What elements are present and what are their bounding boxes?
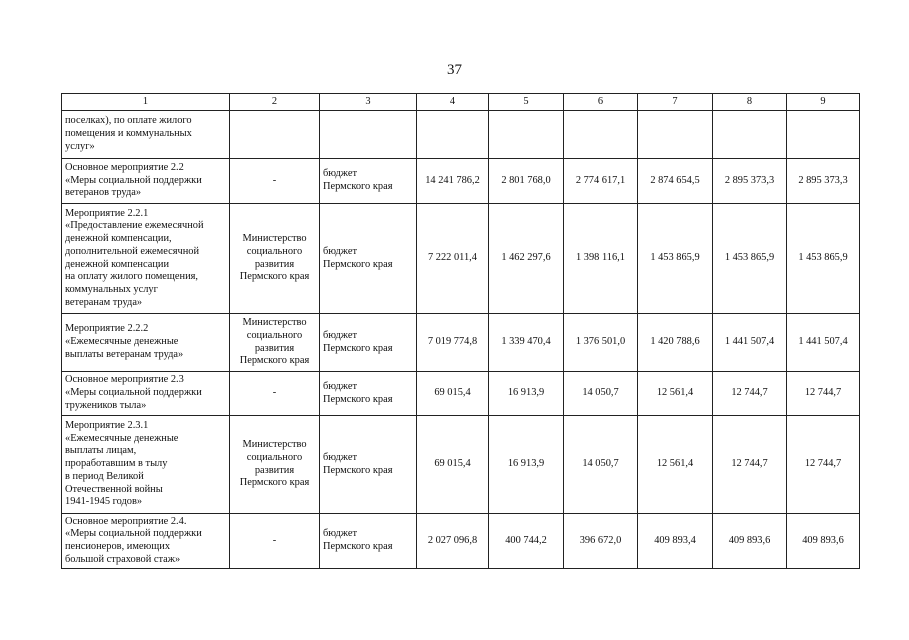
table-row — [62, 204, 860, 314]
executor-cell-line: Министерство — [242, 317, 307, 329]
measure-name-cell-line: тружеников тыла» — [65, 399, 147, 411]
value-cell: 16 913,9 — [489, 372, 564, 416]
column-number: 9 — [787, 94, 860, 111]
table-row — [62, 514, 860, 569]
value-cell: 12 744,7 — [787, 372, 860, 416]
value-cell: 12 744,7 — [713, 372, 787, 416]
executor-cell-line: социального — [246, 329, 303, 341]
funding-source-cell — [320, 372, 417, 416]
measure-name-cell-line: «Ежемесячные денежные — [65, 432, 179, 444]
table-row — [62, 159, 860, 204]
funding-source-cell — [320, 111, 417, 159]
value-cell — [638, 111, 713, 159]
measure-name-cell-line: «Меры социальной поддержки — [65, 387, 202, 399]
measure-name-cell-line: помещения и коммунальных — [65, 128, 192, 140]
measure-name-cell — [62, 514, 230, 569]
executor-cell-line: - — [272, 534, 277, 546]
value-cell: 14 050,7 — [564, 372, 638, 416]
funding-source-cell-line: бюджет — [323, 168, 358, 180]
measure-name-cell-line: Основное мероприятие 2.4. — [65, 515, 187, 527]
measure-name-cell-line: поселках), по оплате жилого — [65, 115, 192, 127]
value-cell: 396 672,0 — [564, 514, 638, 569]
funding-source-cell-line: Пермского края — [323, 342, 393, 354]
measure-name-cell-line: услуг» — [65, 140, 95, 152]
funding-source-cell — [320, 204, 417, 314]
funding-source-cell — [320, 416, 417, 514]
funding-source-cell-line: бюджет — [323, 245, 358, 257]
measure-name-cell — [62, 111, 230, 159]
value-cell: 1 420 788,6 — [638, 314, 713, 372]
value-cell: 2 027 096,8 — [417, 514, 489, 569]
measure-name-cell — [62, 314, 230, 372]
value-cell: 2 874 654,5 — [638, 159, 713, 204]
executor-cell — [230, 372, 320, 416]
value-cell: 409 893,4 — [638, 514, 713, 569]
measure-name-cell-line: коммунальных услуг — [65, 283, 158, 295]
funding-source-cell-line: Пермского края — [323, 393, 393, 405]
measure-name-cell-line: денежной компенсации, — [65, 233, 172, 245]
column-number: 2 — [230, 94, 320, 111]
measure-name-cell-line: «Ежемесячные денежные — [65, 336, 179, 348]
measure-name-cell — [62, 372, 230, 416]
measure-name-cell-line: в период Великой — [65, 470, 144, 482]
column-number: 7 — [638, 94, 713, 111]
funding-source-cell-line: Пермского края — [323, 181, 393, 192]
table-row — [62, 314, 860, 372]
executor-cell — [230, 416, 320, 514]
measure-name-cell-line: «Меры социальной поддержки — [65, 528, 202, 540]
executor-cell-line: развития — [254, 464, 295, 476]
value-cell: 14 241 786,2 — [417, 159, 489, 204]
table-row — [62, 416, 860, 514]
value-cell: 2 774 617,1 — [564, 159, 638, 204]
value-cell: 1 376 501,0 — [564, 314, 638, 372]
funding-source-cell — [320, 514, 417, 569]
value-cell: 1 339 470,4 — [489, 314, 564, 372]
column-number: 3 — [320, 94, 417, 111]
funding-source-cell-line: бюджет — [323, 329, 358, 341]
executor-cell — [230, 159, 320, 204]
measure-name-cell-line: большой страховой стаж» — [65, 553, 181, 565]
value-cell: 69 015,4 — [417, 372, 489, 416]
executor-cell-line: - — [272, 387, 277, 399]
funding-source-cell-line: бюджет — [323, 451, 358, 463]
value-cell: 400 744,2 — [489, 514, 564, 569]
value-cell: 2 801 768,0 — [489, 159, 564, 204]
value-cell — [713, 111, 787, 159]
executor-cell — [230, 314, 320, 372]
measure-name-cell-line: выплаты лицам, — [65, 445, 137, 457]
funding-source-cell-line: Пермского края — [323, 464, 393, 476]
value-cell — [787, 111, 860, 159]
executor-cell — [230, 111, 320, 159]
program-table — [61, 93, 860, 569]
value-cell: 2 895 373,3 — [787, 159, 860, 204]
measure-name-cell-line: пенсионеров, имеющих — [65, 541, 171, 552]
value-cell: 1 398 116,1 — [564, 204, 638, 314]
value-cell: 7 019 774,8 — [417, 314, 489, 372]
funding-source-cell — [320, 314, 417, 372]
value-cell: 12 561,4 — [638, 416, 713, 514]
value-cell: 1 462 297,6 — [489, 204, 564, 314]
table-body — [62, 94, 860, 569]
measure-name-cell — [62, 159, 230, 204]
value-cell: 1 441 507,4 — [713, 314, 787, 372]
value-cell: 1 453 865,9 — [787, 204, 860, 314]
value-cell: 409 893,6 — [787, 514, 860, 569]
funding-source-cell-line: бюджет — [323, 528, 358, 540]
executor-cell — [230, 514, 320, 569]
table-row — [62, 372, 860, 416]
executor-cell-line: Пермского края — [239, 477, 310, 489]
page-number: 37 — [447, 62, 462, 78]
executor-cell-line: развития — [254, 342, 295, 354]
executor-cell-line: Министерство — [242, 439, 307, 451]
column-number: 8 — [713, 94, 787, 111]
measure-name-cell-line: Основное мероприятие 2.2 — [65, 161, 184, 173]
executor-cell-line: развития — [254, 258, 295, 270]
value-cell: 7 222 011,4 — [417, 204, 489, 314]
measure-name-cell — [62, 416, 230, 514]
measure-name-cell-line: Мероприятие 2.3.1 — [65, 420, 149, 432]
column-number: 4 — [417, 94, 489, 111]
value-cell: 12 744,7 — [787, 416, 860, 514]
value-cell — [564, 111, 638, 159]
funding-source-cell-line: бюджет — [323, 380, 358, 392]
value-cell: 1 453 865,9 — [638, 204, 713, 314]
value-cell: 16 913,9 — [489, 416, 564, 514]
measure-name-cell-line: ветеранам труда» — [65, 296, 143, 308]
value-cell: 12 561,4 — [638, 372, 713, 416]
measure-name-cell-line: ветеранов труда» — [65, 187, 142, 199]
funding-source-cell-line: Пермского края — [323, 258, 393, 270]
measure-name-cell-line: Мероприятие 2.2.1 — [65, 207, 149, 219]
measure-name-cell-line: 1941-1945 годов» — [65, 496, 143, 508]
executor-cell-line: социального — [246, 451, 303, 463]
column-number: 6 — [564, 94, 638, 111]
measure-name-cell-line: «Предоставление ежемесячной — [65, 220, 204, 232]
value-cell: 14 050,7 — [564, 416, 638, 514]
measure-name-cell — [62, 204, 230, 314]
value-cell: 69 015,4 — [417, 416, 489, 514]
value-cell: 12 744,7 — [713, 416, 787, 514]
measure-name-cell-line: Основное мероприятие 2.3 — [65, 374, 184, 386]
column-number-row — [62, 94, 860, 111]
value-cell — [417, 111, 489, 159]
measure-name-cell-line: Мероприятие 2.2.2 — [65, 323, 149, 335]
measure-name-cell-line: Отечественной войны — [65, 483, 163, 495]
measure-name-cell-line: выплаты ветеранам труда» — [65, 348, 184, 360]
value-cell: 409 893,6 — [713, 514, 787, 569]
value-cell: 1 441 507,4 — [787, 314, 860, 372]
value-cell: 2 895 373,3 — [713, 159, 787, 204]
executor-cell-line: - — [272, 174, 277, 186]
executor-cell-line: Пермского края — [239, 355, 310, 367]
measure-name-cell-line: дополнительной ежемесячной — [65, 245, 200, 257]
column-number: 5 — [489, 94, 564, 111]
table-row — [62, 111, 860, 159]
column-number: 1 — [62, 94, 230, 111]
measure-name-cell-line: денежной компенсации — [65, 258, 170, 270]
value-cell — [489, 111, 564, 159]
executor-cell-line: Пермского края — [239, 271, 310, 283]
measure-name-cell-line: на оплату жилого помещения, — [65, 271, 199, 283]
value-cell: 1 453 865,9 — [713, 204, 787, 314]
executor-cell-line: Министерство — [242, 233, 307, 245]
funding-source-cell-line: Пермского края — [323, 541, 393, 552]
measure-name-cell-line: проработавшим в тылу — [65, 458, 168, 470]
executor-cell — [230, 204, 320, 314]
funding-source-cell — [320, 159, 417, 204]
executor-cell-line: социального — [246, 245, 303, 257]
measure-name-cell-line: «Меры социальной поддержки — [65, 174, 202, 186]
